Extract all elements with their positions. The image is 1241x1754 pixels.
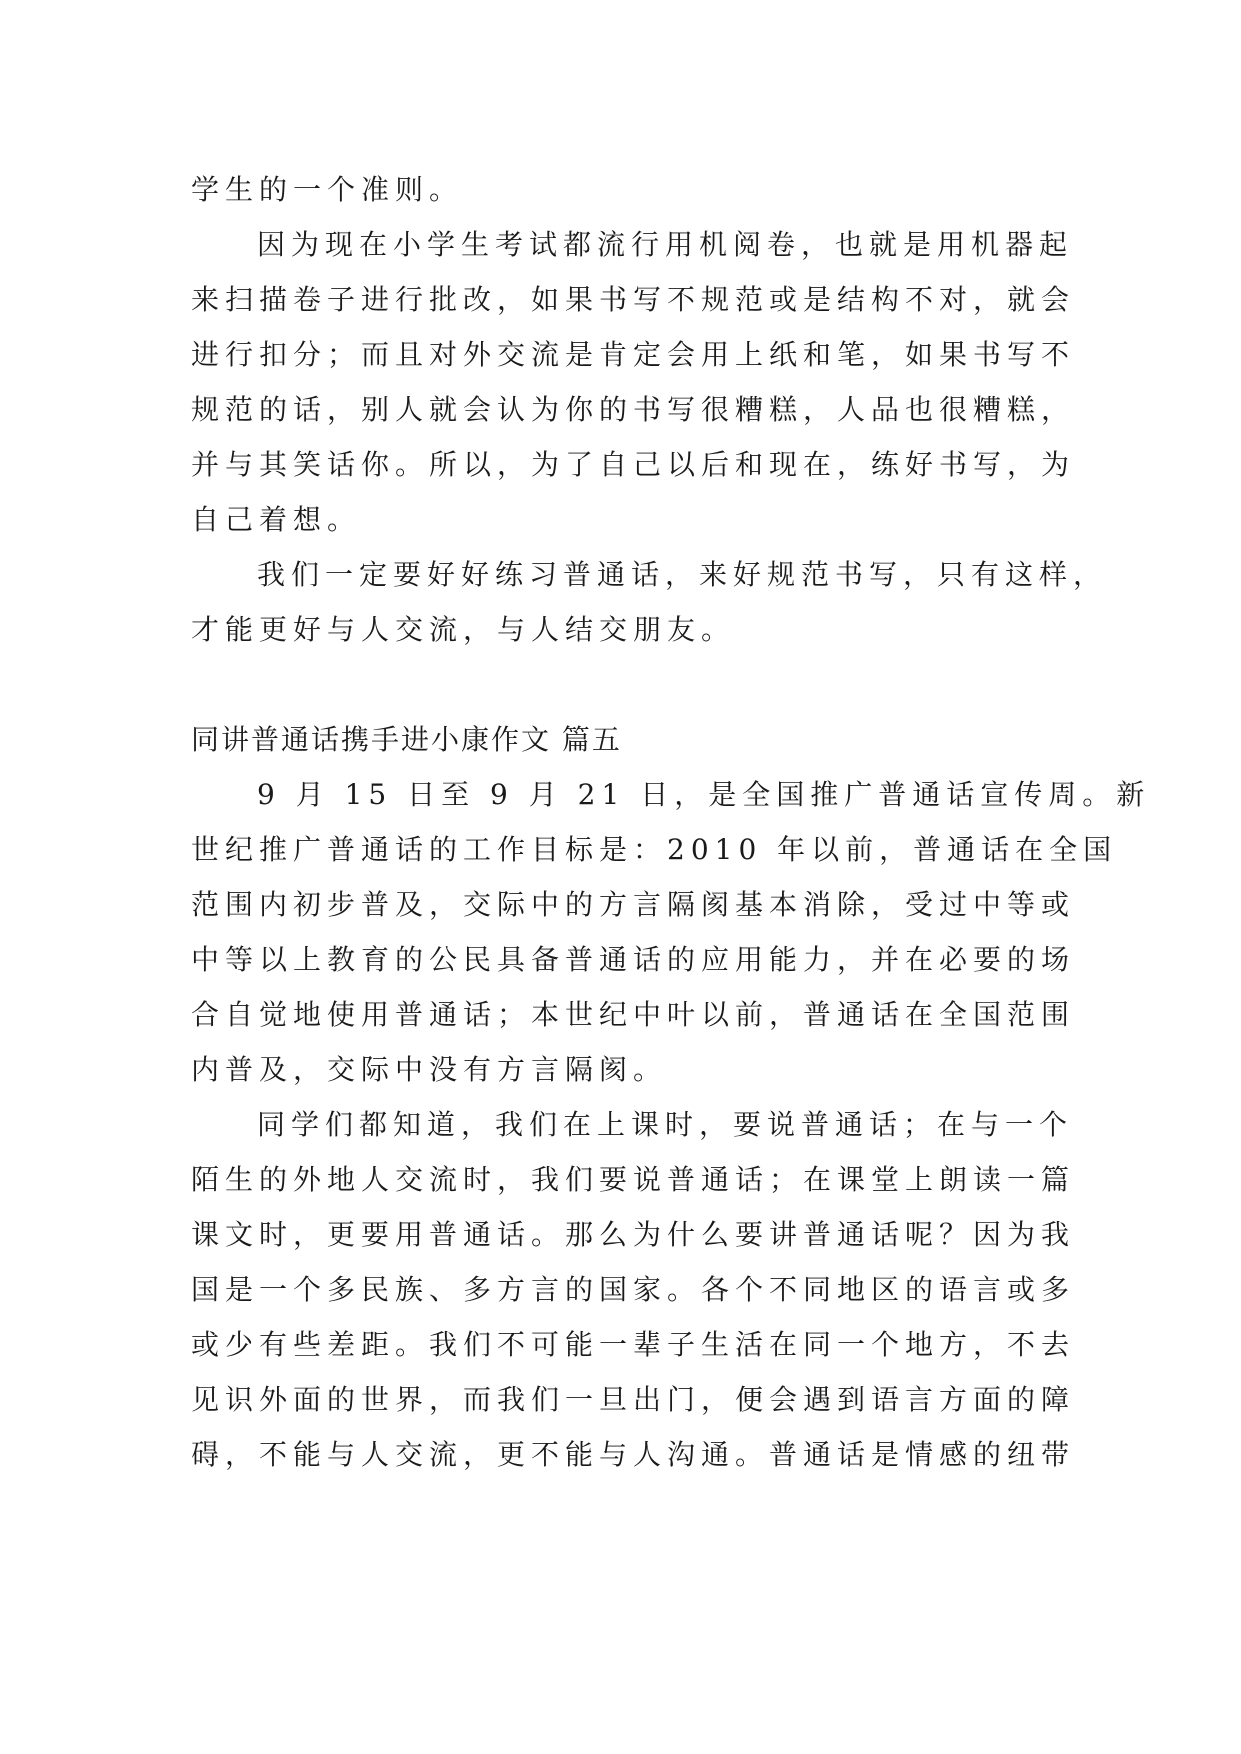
paragraph-line: 进行扣分；而且对外交流是肯定会用上纸和笔，如果书写不 <box>191 338 1076 371</box>
paragraph-line: 世纪推广普通话的工作目标是：2010 年以前，普通话在全国 <box>191 833 1118 866</box>
paragraph-line: 9 月 15 日至 9 月 21 日，是全国推广普通话宣传周。新 <box>257 778 1151 811</box>
paragraph-line: 内普及，交际中没有方言隔阂。 <box>191 1053 668 1086</box>
paragraph-line: 我们一定要好好练习普通话，来好规范书写，只有这样， <box>257 558 1108 591</box>
paragraph-line: 陌生的外地人交流时，我们要说普通话；在课堂上朗读一篇 <box>191 1163 1076 1196</box>
paragraph-line: 碍，不能与人交流，更不能与人沟通。普通话是情感的纽带 <box>191 1438 1076 1471</box>
paragraph-line: 课文时，更要用普通话。那么为什么要讲普通话呢？因为我 <box>191 1218 1076 1251</box>
paragraph-line: 学生的一个准则。 <box>191 173 464 206</box>
paragraph-line: 同学们都知道，我们在上课时，要说普通话；在与一个 <box>257 1108 1074 1141</box>
section-heading: 同讲普通话携手进小康作文 篇五 <box>191 723 622 756</box>
paragraph-line: 范围内初步普及，交际中的方言隔阂基本消除，受过中等或 <box>191 888 1076 921</box>
paragraph-line: 并与其笑话你。所以，为了自己以后和现在，练好书写，为 <box>191 448 1076 481</box>
paragraph-line: 见识外面的世界，而我们一旦出门，便会遇到语言方面的障 <box>191 1383 1076 1416</box>
paragraph-line: 合自觉地使用普通话；本世纪中叶以前，普通话在全国范围 <box>191 998 1076 1031</box>
paragraph-line: 自己着想。 <box>191 503 362 536</box>
paragraph-line: 来扫描卷子进行批改，如果书写不规范或是结构不对，就会 <box>191 283 1076 316</box>
paragraph-line: 规范的话，别人就会认为你的书写很糟糕，人品也很糟糕， <box>191 393 1076 426</box>
paragraph-line: 国是一个多民族、多方言的国家。各个不同地区的语言或多 <box>191 1273 1076 1306</box>
paragraph-line: 中等以上教育的公民具备普通话的应用能力，并在必要的场 <box>191 943 1076 976</box>
paragraph-line: 才能更好与人交流，与人结交朋友。 <box>191 613 736 646</box>
paragraph-line: 或少有些差距。我们不可能一辈子生活在同一个地方，不去 <box>191 1328 1076 1361</box>
paragraph-line: 因为现在小学生考试都流行用机阅卷，也就是用机器起 <box>257 228 1074 261</box>
